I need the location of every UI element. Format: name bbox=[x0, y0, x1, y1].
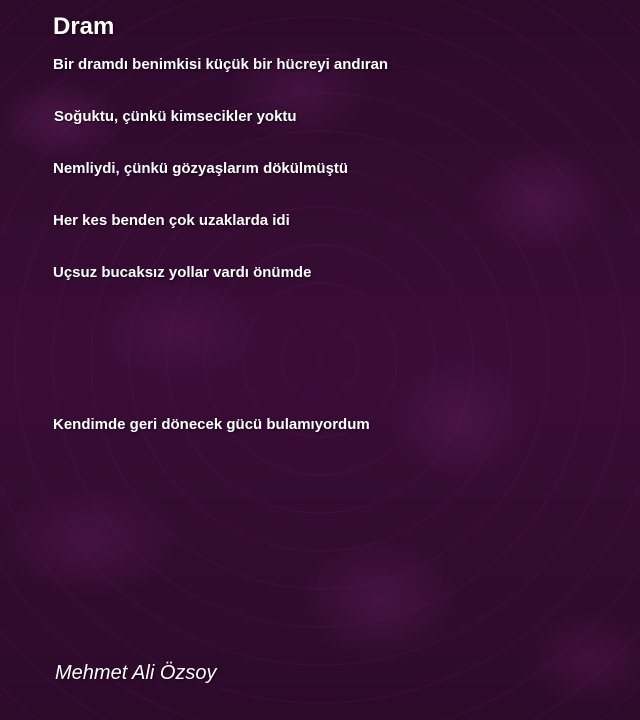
poem-line-3: Nemliydi, çünkü gözyaşlarım dökülmüştü bbox=[53, 160, 349, 177]
poem-title: Dram bbox=[53, 13, 115, 40]
poem-line-5: Uçsuz bucaksız yollar vardı önümde bbox=[53, 264, 312, 281]
poem-line-2: Soğuktu, çünkü kimsecikler yoktu bbox=[54, 108, 297, 125]
poem-author: Mehmet Ali Özsoy bbox=[55, 662, 217, 684]
poem-line-6: Kendimde geri dönecek gücü bulamıyordum bbox=[53, 416, 370, 433]
poem-line-4: Her kes benden çok uzaklarda idi bbox=[53, 212, 290, 229]
poem-line-1: Bir dramdı benimkisi küçük bir hücreyi andıran bbox=[53, 56, 389, 73]
